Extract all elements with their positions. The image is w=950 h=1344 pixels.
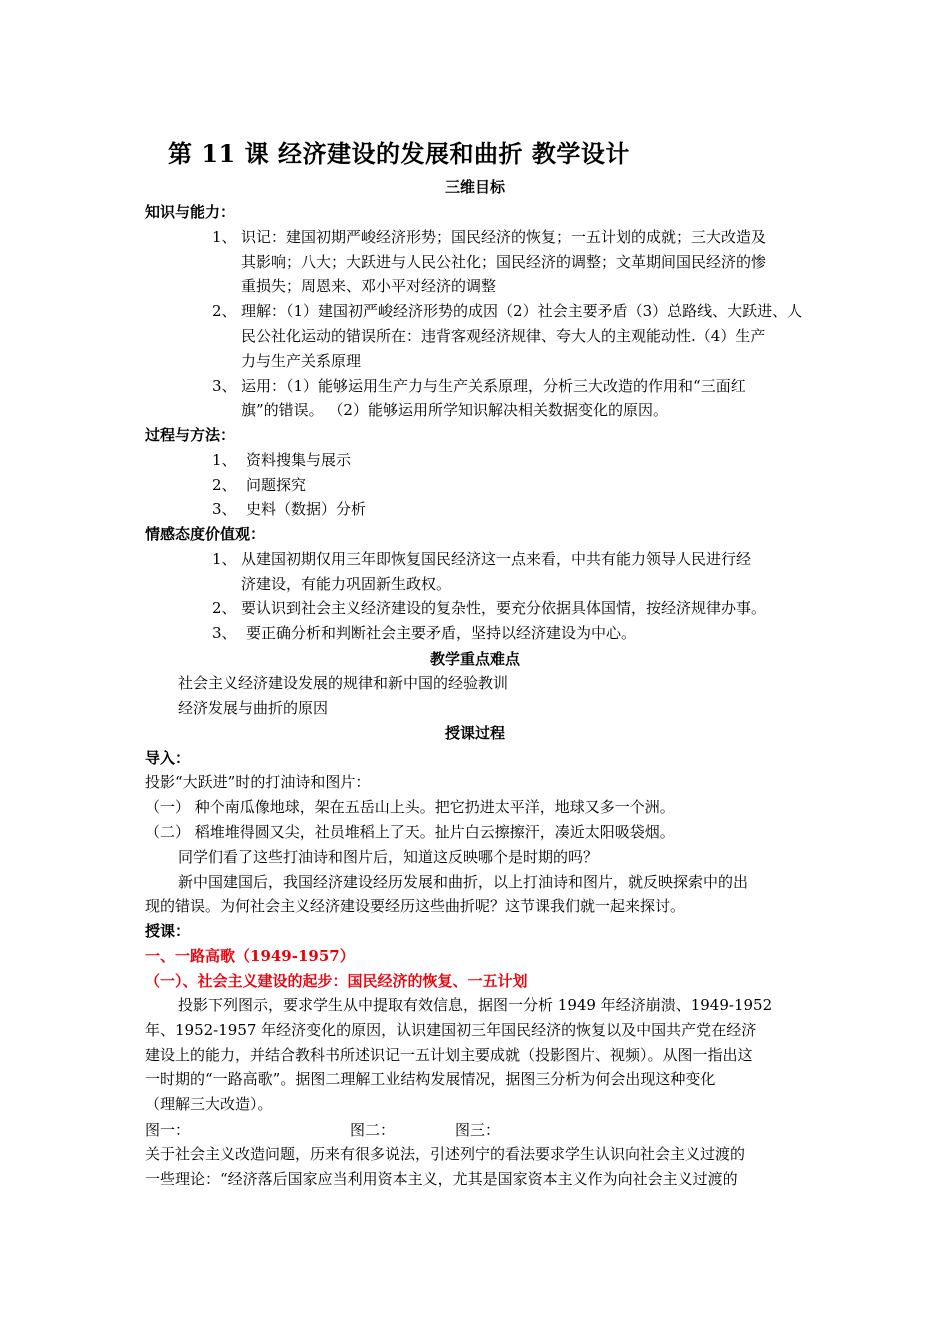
section-heading-key: 教学重点难点 [429, 650, 520, 668]
item-line: 问题探究 [246, 476, 307, 494]
figure-label-3: 图三： [455, 1121, 501, 1139]
intro-line: （二） 稻堆堆得圆又尖，社员堆稻上了天。扯片白云擦擦汗，凑近太阳吸袋烟。 [145, 823, 675, 841]
intro-line: （一） 种个南瓜像地球，架在五岳山上头。把它扔进太平洋，地球又多一个洲。 [145, 798, 675, 816]
section-heading-process: 授课过程 [444, 724, 505, 742]
figure-label-2: 图二： [350, 1121, 396, 1139]
key-line: 经济发展与曲折的原因 [178, 699, 329, 717]
section-one-heading: 一、一路高歌（1949-1957） [145, 947, 355, 965]
emotion-heading: 情感态度价值观： [145, 525, 266, 543]
item-number: 1、 [212, 550, 237, 568]
item-line: 力与生产关系原理 [241, 352, 362, 370]
item-number: 3、 [212, 377, 237, 395]
item-number: 3、 [212, 624, 237, 642]
para-line: 建设上的能力，并结合教科书所述识记一五计划主要成就（投影图片、视频）。从图一指出这 [145, 1046, 753, 1064]
item-line: 济建设，有能力巩固新生政权。 [241, 575, 452, 593]
item-line: 其影响；八大；大跃进与人民公社化；国民经济的调整；文革期间国民经济的惨 [241, 253, 767, 271]
section-heading-goals: 三维目标 [444, 178, 505, 196]
item-line: 从建国初期仅用三年即恢复国民经济这一点来看，中共有能力领导人民进行经 [241, 550, 752, 568]
para-line: 一些理论：“经济落后国家应当利用资本主义，尤其是国家资本主义作为向社会主义过渡的 [145, 1170, 738, 1188]
intro-heading: 导入： [145, 749, 191, 767]
item-line: 资料搜集与展示 [246, 451, 352, 469]
intro-line: 同学们看了这些打油诗和图片后，知道这反映哪个是时期的吗？ [178, 848, 599, 866]
para-line: 年、1952-1957 年经济变化的原因，认识建国初三年国民经济的恢复以及中国共产党在经济 [145, 1021, 757, 1039]
intro-line: 投影“大跃进”时的打油诗和图片： [145, 773, 371, 791]
para-line: （理解三大改造）。 [145, 1095, 273, 1113]
item-number: 2、 [212, 302, 237, 320]
figure-label-1: 图一： [145, 1121, 191, 1139]
intro-line: 新中国建国后，我国经济建设经历发展和曲折，以上打油诗和图片，就反映探索中的出 [178, 873, 749, 891]
item-line: 识记：建国初期严峻经济形势；国民经济的恢复；一五计划的成就；三大改造及 [241, 228, 767, 246]
intro-line: 现的错误。为何社会主义经济建设要经历这些曲折呢？这节课我们就一起来探讨。 [145, 897, 686, 915]
item-line: 理解：（1）建国初严峻经济形势的成因（2）社会主要矛盾（3）总路线、大跃进、人 [241, 302, 803, 320]
item-line: 重损失；周恩来、邓小平对经济的调整 [241, 277, 497, 295]
item-number: 2、 [212, 476, 237, 494]
item-line: 史料（数据）分析 [246, 500, 367, 518]
lecture-heading: 授课： [145, 922, 191, 940]
item-line: 民公社化运动的错误所在：违背客观经济规律、夸大人的主观能动性.（4）生产 [241, 327, 766, 345]
knowledge-heading: 知识与能力： [145, 203, 236, 221]
item-line: 要认识到社会主义经济建设的复杂性，要充分依据具体国情，按经济规律办事。 [241, 599, 767, 617]
document-title: 第 11 课 经济建设的发展和曲折 教学设计 [168, 139, 630, 168]
para-line: 一时期的“一路高歌”。据图二理解工业结构发展情况，据图三分析为何会出现这种变化 [145, 1070, 716, 1088]
item-number: 3、 [212, 500, 237, 518]
para-line: 投影下列图示，要求学生从中提取有效信息，据图一分析 1949 年经济崩溃、1949-1952 [178, 996, 773, 1014]
item-line: 旗”的错误。 （2）能够运用所学知识解决相关数据变化的原因。 [241, 401, 668, 419]
item-line: 要正确分析和判断社会主要矛盾，坚持以经济建设为中心。 [246, 624, 637, 642]
para-line: 关于社会主义改造问题，历来有很多说法，引述列宁的看法要求学生认识向社会主义过渡的 [145, 1145, 746, 1163]
process-heading: 过程与方法： [145, 426, 236, 444]
item-number: 2、 [212, 599, 237, 617]
item-number: 1、 [212, 451, 237, 469]
subsection-heading: （一）、社会主义建设的起步：国民经济的恢复、一五计划 [145, 972, 528, 990]
key-line: 社会主义经济建设发展的规律和新中国的经验教训 [178, 674, 509, 692]
item-line: 运用：（1）能够运用生产力与生产关系原理，分析三大改造的作用和“三面红 [241, 377, 746, 395]
item-number: 1、 [212, 228, 237, 246]
